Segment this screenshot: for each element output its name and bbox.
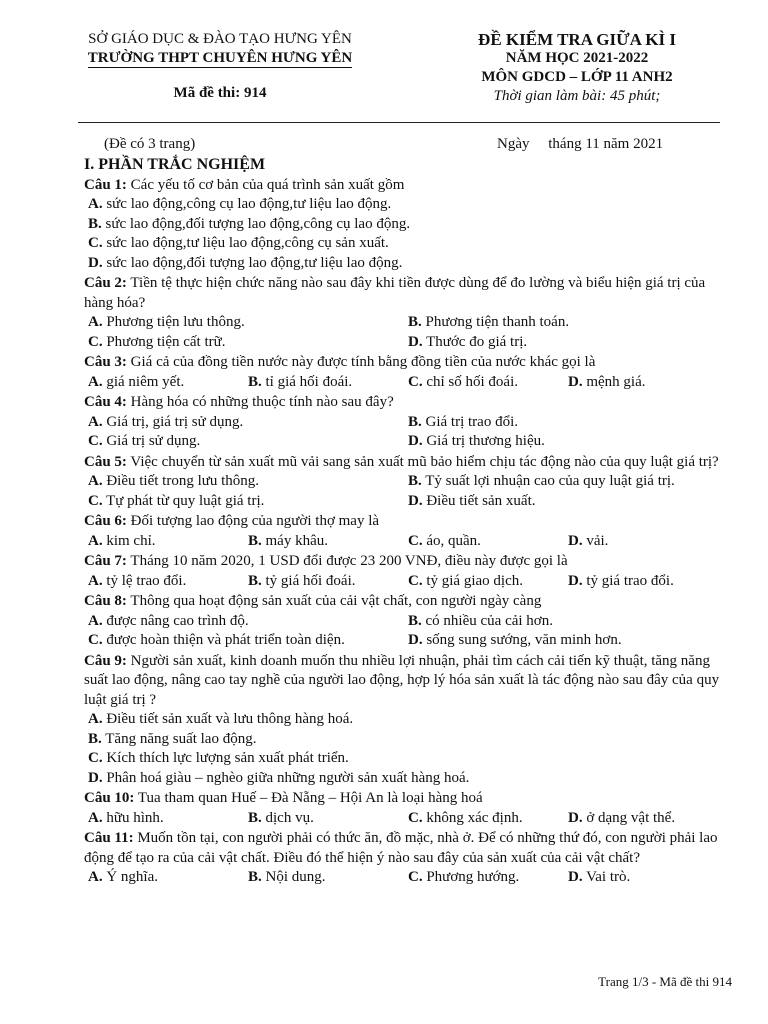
- answer-option: [248, 868, 408, 888]
- answer-option: [408, 868, 568, 888]
- answer-option: [408, 492, 728, 512]
- option-letter: B.: [248, 532, 262, 549]
- answer-option: [88, 730, 724, 750]
- exam-title: ĐỀ KIỂM TRA GIỮA KÌ I: [478, 30, 676, 49]
- option-text: Phân hoá giàu – nghèo giữa những người sản xuất hàng hoá.: [106, 769, 470, 786]
- answer-option: [88, 373, 248, 393]
- answer-option: [408, 532, 568, 552]
- question-stem: [84, 453, 724, 473]
- page-footer: Trang 1/3 - Mã đề thi 914: [598, 974, 732, 989]
- option-text: được hoàn thiện và phát triển toàn diện.: [106, 632, 345, 648]
- question-text: Tiền tệ thực hiện chức năng nào sau đây khi tiền được dùng để đo lường và biểu hiện giá trị của hàng hóa?: [84, 275, 706, 311]
- answer-option: [88, 432, 408, 452]
- answer-option: [568, 572, 728, 592]
- answer-options: [84, 572, 724, 592]
- answer-option: [408, 612, 728, 632]
- option-letter: D.: [88, 254, 103, 271]
- question-stem: [84, 176, 724, 196]
- option-letter: C.: [88, 750, 103, 766]
- option-text: Điều tiết sản xuất.: [426, 492, 536, 509]
- option-letter: D.: [408, 333, 423, 350]
- question-stem: [84, 512, 724, 532]
- option-letter: B.: [88, 215, 102, 232]
- answer-option: [88, 572, 248, 592]
- answer-option: [568, 532, 728, 552]
- section-title: I. PHẦN TRẮC NGHIỆM: [84, 156, 266, 173]
- option-letter: C.: [88, 433, 103, 449]
- answer-option: [88, 472, 408, 492]
- option-letter: A.: [88, 572, 103, 589]
- option-letter: B.: [248, 572, 262, 589]
- option-letter: D.: [568, 373, 583, 390]
- question-4: [84, 393, 724, 452]
- answer-option: [408, 313, 728, 333]
- option-letter: A.: [88, 473, 103, 489]
- page-count-note: (Đề có 3 trang): [104, 136, 196, 152]
- answer-option: [408, 809, 568, 829]
- answer-options: [84, 612, 724, 651]
- answer-option: [88, 313, 408, 333]
- question-8: [84, 592, 724, 651]
- option-letter: C.: [408, 572, 423, 589]
- option-letter: D.: [88, 769, 103, 786]
- option-letter: D.: [568, 809, 583, 826]
- option-letter: A.: [88, 711, 103, 727]
- option-text: hữu hình.: [106, 809, 164, 826]
- option-text: Giá trị trao đổi.: [425, 413, 518, 430]
- answer-option: [568, 809, 728, 829]
- question-2: [84, 274, 724, 352]
- time-limit: Thời gian làm bài: 45 phút;: [493, 88, 661, 104]
- option-letter: A.: [88, 532, 103, 549]
- question-stem: [84, 353, 724, 373]
- option-letter: B.: [408, 612, 422, 629]
- option-letter: B.: [248, 869, 262, 885]
- option-text: vải.: [586, 532, 609, 549]
- question-label: Câu 11:: [84, 830, 134, 846]
- question-stem: [84, 552, 724, 572]
- answer-option: [88, 234, 724, 254]
- answer-options: [84, 809, 724, 829]
- question-text: Hàng hóa có những thuộc tính nào sau đây?: [130, 394, 394, 410]
- question-label: Câu 6:: [84, 513, 127, 529]
- option-text: Vai trò.: [586, 869, 631, 885]
- exam-content: [84, 155, 724, 888]
- option-letter: B.: [408, 314, 422, 330]
- exam-code: Mã đề thi: 914: [173, 85, 267, 101]
- question-9: [84, 652, 724, 789]
- option-text: tỷ giá giao dịch.: [426, 572, 523, 589]
- option-letter: B.: [248, 809, 262, 826]
- question-text: Việc chuyển từ sản xuất mũ vải sang sản xuất mũ bảo hiểm chịu tác động nào của quy luật giá trị?: [130, 453, 719, 470]
- question-5: [84, 453, 724, 512]
- option-text: Tỷ suất lợi nhuận cao của quy luật giá trị.: [425, 473, 675, 489]
- answer-option: [408, 413, 728, 433]
- question-stem: [84, 789, 724, 809]
- answer-option: [408, 373, 568, 393]
- option-text: tỉ giá hối đoái.: [265, 373, 353, 390]
- subject-line: MÔN GDCD – LỚP 11 ANH2: [481, 69, 673, 85]
- option-letter: A.: [88, 869, 103, 885]
- option-letter: C.: [88, 235, 103, 251]
- option-letter: C.: [408, 809, 423, 826]
- question-stem: [84, 274, 724, 313]
- header-right: [412, 30, 742, 106]
- answer-option: [568, 868, 728, 888]
- question-10: [84, 789, 724, 828]
- option-text: sức lao động,công cụ lao động,tư liệu lao động.: [106, 196, 392, 212]
- answer-options: [84, 195, 724, 273]
- question-text: Người sản xuất, kinh doanh muốn thu nhiều lợi nhuận, phải tìm cách cải tiến kỹ thuật, tăng năng suất lao động, nâng cao tay nghề của người lao động, hợp lý hóa sản xuất là tác động nào sau đây của quy luật giá trị ?: [84, 652, 720, 708]
- option-letter: C.: [408, 869, 423, 885]
- option-text: kim chỉ.: [106, 532, 156, 549]
- option-letter: A.: [88, 809, 103, 826]
- question-7: [84, 552, 724, 591]
- answer-option: [248, 809, 408, 829]
- option-text: Điều tiết sản xuất và lưu thông hàng hoá.: [106, 711, 354, 727]
- answer-option: [88, 195, 724, 215]
- answer-options: [84, 868, 724, 888]
- question-stem: [84, 829, 724, 868]
- option-letter: A.: [88, 196, 103, 212]
- question-text: Muốn tồn tại, con người phải có thức ăn, đồ mặc, nhà ở. Để có những thứ đó, con người phải lao động để tạo ra của cải vật chất. Điều đó thể hiện ý nào sau đây của sản xuất của cải vật chất?: [84, 830, 718, 866]
- option-text: tỷ giá hối đoái.: [265, 572, 356, 589]
- option-letter: C.: [88, 492, 103, 509]
- option-text: mệnh giá.: [586, 373, 646, 390]
- answer-option: [88, 413, 408, 433]
- option-text: sức lao động,tư liệu lao động,công cụ sản xuất.: [106, 235, 389, 251]
- answer-options: [84, 472, 724, 511]
- option-text: ở dạng vật thể.: [586, 809, 676, 826]
- answer-option: [248, 373, 408, 393]
- question-label: Câu 8:: [84, 593, 127, 609]
- answer-option: [88, 254, 724, 274]
- option-text: sống sung sướng, văn minh hơn.: [426, 632, 622, 648]
- answer-option: [408, 432, 728, 452]
- answer-option: [408, 631, 728, 651]
- option-letter: B.: [408, 473, 422, 489]
- option-letter: A.: [88, 413, 103, 430]
- option-letter: D.: [408, 632, 423, 648]
- answer-options: [84, 710, 724, 788]
- answer-option: [248, 572, 408, 592]
- option-letter: C.: [408, 373, 423, 390]
- question-text: Thông qua hoạt động sản xuất của cải vật chất, con người ngày càng: [130, 593, 542, 609]
- option-text: Tăng năng suất lao động.: [105, 730, 257, 747]
- question-11: [84, 829, 724, 888]
- option-text: Phương tiện thanh toán.: [425, 314, 570, 330]
- answer-option: [88, 631, 408, 651]
- option-text: Điều tiết trong lưu thông.: [106, 473, 260, 489]
- option-text: sức lao động,đối tượng lao động,tư liệu lao động.: [106, 254, 403, 271]
- question-6: [84, 512, 724, 551]
- question-stem: [84, 652, 724, 711]
- option-letter: A.: [88, 612, 103, 629]
- question-list: [84, 176, 724, 888]
- question-label: Câu 1:: [84, 176, 127, 193]
- answer-options: [84, 313, 724, 352]
- answer-option: [248, 532, 408, 552]
- question-label: Câu 5:: [84, 453, 127, 470]
- option-letter: A.: [88, 373, 103, 390]
- option-letter: D.: [568, 869, 583, 885]
- option-text: Giá trị thương hiệu.: [426, 433, 545, 449]
- option-letter: B.: [248, 373, 262, 390]
- option-text: dịch vụ.: [265, 809, 314, 826]
- option-letter: D.: [568, 572, 583, 589]
- option-letter: D.: [568, 532, 583, 549]
- option-text: sức lao động,đối tượng lao động,công cụ lao động.: [105, 215, 411, 232]
- answer-option: [88, 333, 408, 353]
- department-name: SỞ GIÁO DỤC & ĐÀO TẠO HƯNG YÊN: [88, 31, 352, 47]
- option-text: máy khâu.: [265, 532, 328, 549]
- answer-option: [88, 492, 408, 512]
- option-text: có nhiều của cải hơn.: [425, 612, 553, 629]
- question-stem: [84, 592, 724, 612]
- option-text: Tự phát từ quy luật giá trị.: [106, 492, 265, 509]
- question-label: Câu 7:: [84, 553, 127, 569]
- question-label: Câu 4:: [84, 394, 127, 410]
- question-3: [84, 353, 724, 392]
- answer-option: [88, 532, 248, 552]
- option-letter: C.: [88, 333, 103, 350]
- option-letter: B.: [408, 413, 422, 430]
- option-letter: C.: [408, 532, 423, 549]
- option-text: được nâng cao trình độ.: [106, 612, 249, 629]
- option-text: Phương hướng.: [426, 869, 520, 885]
- question-label: Câu 9:: [84, 652, 127, 669]
- question-label: Câu 3:: [84, 354, 127, 370]
- option-letter: D.: [408, 433, 423, 449]
- option-text: Thước đo giá trị.: [426, 333, 528, 350]
- question-text: Tháng 10 năm 2020, 1 USD đổi được 23 200 VNĐ, điều này được gọi là: [130, 553, 568, 569]
- answer-option: [408, 472, 728, 492]
- answer-option: [88, 868, 248, 888]
- option-text: chỉ số hối đoái.: [426, 373, 518, 390]
- header-left: [40, 30, 400, 103]
- question-stem: [84, 393, 724, 413]
- option-letter: C.: [88, 632, 103, 648]
- exam-date: Ngày tháng 11 năm 2021: [497, 136, 664, 152]
- question-label: Câu 10:: [84, 790, 135, 806]
- answer-option: [88, 612, 408, 632]
- option-text: Phương tiện lưu thông.: [106, 314, 245, 330]
- option-text: không xác định.: [426, 809, 523, 826]
- answer-option: [88, 809, 248, 829]
- answer-options: [84, 413, 724, 452]
- answer-option: [88, 215, 724, 235]
- option-letter: B.: [88, 730, 102, 747]
- option-text: Kích thích lực lượng sản xuất phát triển.: [106, 750, 349, 766]
- school-name-text: TRƯỜNG THPT CHUYÊN HƯNG YÊN: [87, 50, 353, 66]
- option-text: Phương tiện cất trữ.: [106, 333, 226, 350]
- answer-options: [84, 373, 724, 393]
- option-text: áo, quần.: [426, 532, 481, 549]
- school-year: NĂM HỌC 2021-2022: [505, 50, 649, 66]
- option-letter: A.: [88, 314, 103, 330]
- question-text: Tua tham quan Huế – Đà Nẵng – Hội An là loại hàng hoá: [137, 790, 483, 806]
- option-text: giá niêm yết.: [106, 373, 185, 390]
- option-text: Ý nghĩa.: [106, 869, 159, 885]
- question-text: Đối tượng lao động của người thợ may là: [130, 513, 380, 529]
- question-1: [84, 176, 724, 274]
- header-divider: [78, 122, 720, 123]
- answer-option: [88, 710, 724, 730]
- answer-option: [88, 769, 724, 789]
- option-text: Nội dung.: [265, 869, 326, 885]
- option-letter: D.: [408, 492, 423, 509]
- question-label: Câu 2:: [84, 275, 127, 291]
- option-text: Giá trị sử dụng.: [106, 433, 201, 449]
- school-name: [40, 49, 400, 68]
- answer-options: [84, 532, 724, 552]
- answer-option: [408, 572, 568, 592]
- option-text: tỷ lệ trao đổi.: [106, 572, 187, 589]
- question-text: Các yếu tố cơ bản của quá trình sản xuất gồm: [130, 176, 405, 193]
- answer-option: [568, 373, 728, 393]
- option-text: Giá trị, giá trị sử dụng.: [106, 413, 244, 430]
- answer-option: [88, 749, 724, 769]
- question-text: Giá cả của đồng tiền nước này được tính bằng đồng tiền của nước khác gọi là: [130, 354, 596, 370]
- answer-option: [408, 333, 728, 353]
- option-text: tỷ giá trao đổi.: [586, 572, 674, 589]
